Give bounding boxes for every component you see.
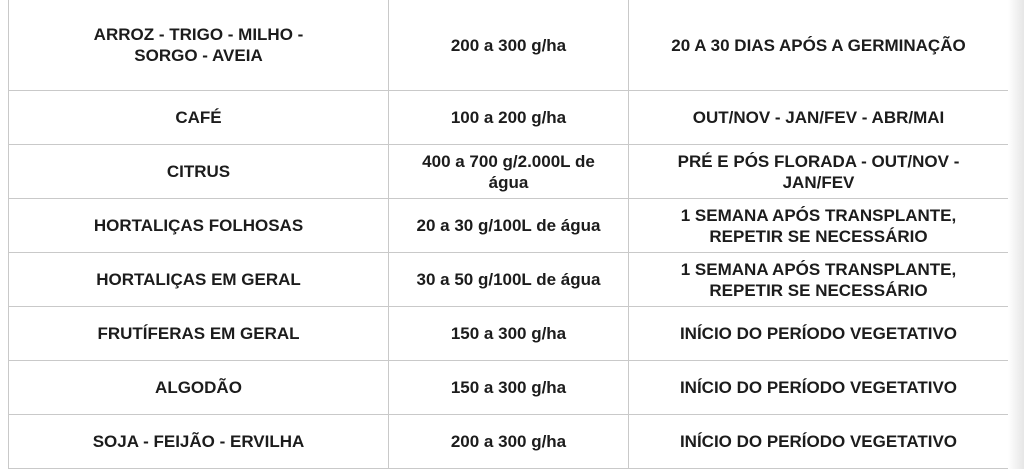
table-row bbox=[9, 91, 1009, 145]
dose-cell: 20 a 30 g/100L de água bbox=[389, 199, 629, 253]
table-row bbox=[9, 361, 1009, 415]
dose-cell: 400 a 700 g/2.000L de água bbox=[389, 145, 629, 199]
timing-cell: 1 SEMANA APÓS TRANSPLANTE, REPETIR SE NECESSÁRIO bbox=[629, 199, 1009, 253]
table-row bbox=[9, 307, 1009, 361]
document-page bbox=[8, 0, 1008, 469]
timing-cell: INÍCIO DO PERÍODO VEGETATIVO bbox=[629, 415, 1009, 469]
culture-cell: CITRUS bbox=[9, 145, 389, 199]
timing-cell: OUT/NOV - JAN/FEV - ABR/MAI bbox=[629, 91, 1009, 145]
table-row bbox=[9, 415, 1009, 469]
dose-cell: 150 a 300 g/ha bbox=[389, 307, 629, 361]
table-row bbox=[9, 145, 1009, 199]
timing-cell: INÍCIO DO PERÍODO VEGETATIVO bbox=[629, 307, 1009, 361]
timing-cell: PRÉ E PÓS FLORADA - OUT/NOV - JAN/FEV bbox=[629, 145, 1009, 199]
culture-cell: HORTALIÇAS FOLHOSAS bbox=[9, 199, 389, 253]
table-row bbox=[9, 253, 1009, 307]
culture-cell: HORTALIÇAS EM GERAL bbox=[9, 253, 389, 307]
culture-cell: SOJA - FEIJÃO - ERVILHA bbox=[9, 415, 389, 469]
dosage-table bbox=[8, 0, 1009, 469]
timing-cell: INÍCIO DO PERÍODO VEGETATIVO bbox=[629, 361, 1009, 415]
page-edge-shadow bbox=[1008, 0, 1024, 469]
culture-cell: ALGODÃO bbox=[9, 361, 389, 415]
dose-cell: 200 a 300 g/ha bbox=[389, 0, 629, 91]
dose-cell: 150 a 300 g/ha bbox=[389, 361, 629, 415]
culture-cell: CAFÉ bbox=[9, 91, 389, 145]
timing-cell: 1 SEMANA APÓS TRANSPLANTE, REPETIR SE NECESSÁRIO bbox=[629, 253, 1009, 307]
timing-cell: 20 A 30 DIAS APÓS A GERMINAÇÃO bbox=[629, 0, 1009, 91]
culture-cell: FRUTÍFERAS EM GERAL bbox=[9, 307, 389, 361]
culture-cell: ARROZ - TRIGO - MILHO - SORGO - AVEIA bbox=[9, 0, 389, 91]
dose-cell: 200 a 300 g/ha bbox=[389, 415, 629, 469]
dose-cell: 30 a 50 g/100L de água bbox=[389, 253, 629, 307]
table-row bbox=[9, 199, 1009, 253]
dose-cell: 100 a 200 g/ha bbox=[389, 91, 629, 145]
table-row bbox=[9, 0, 1009, 91]
